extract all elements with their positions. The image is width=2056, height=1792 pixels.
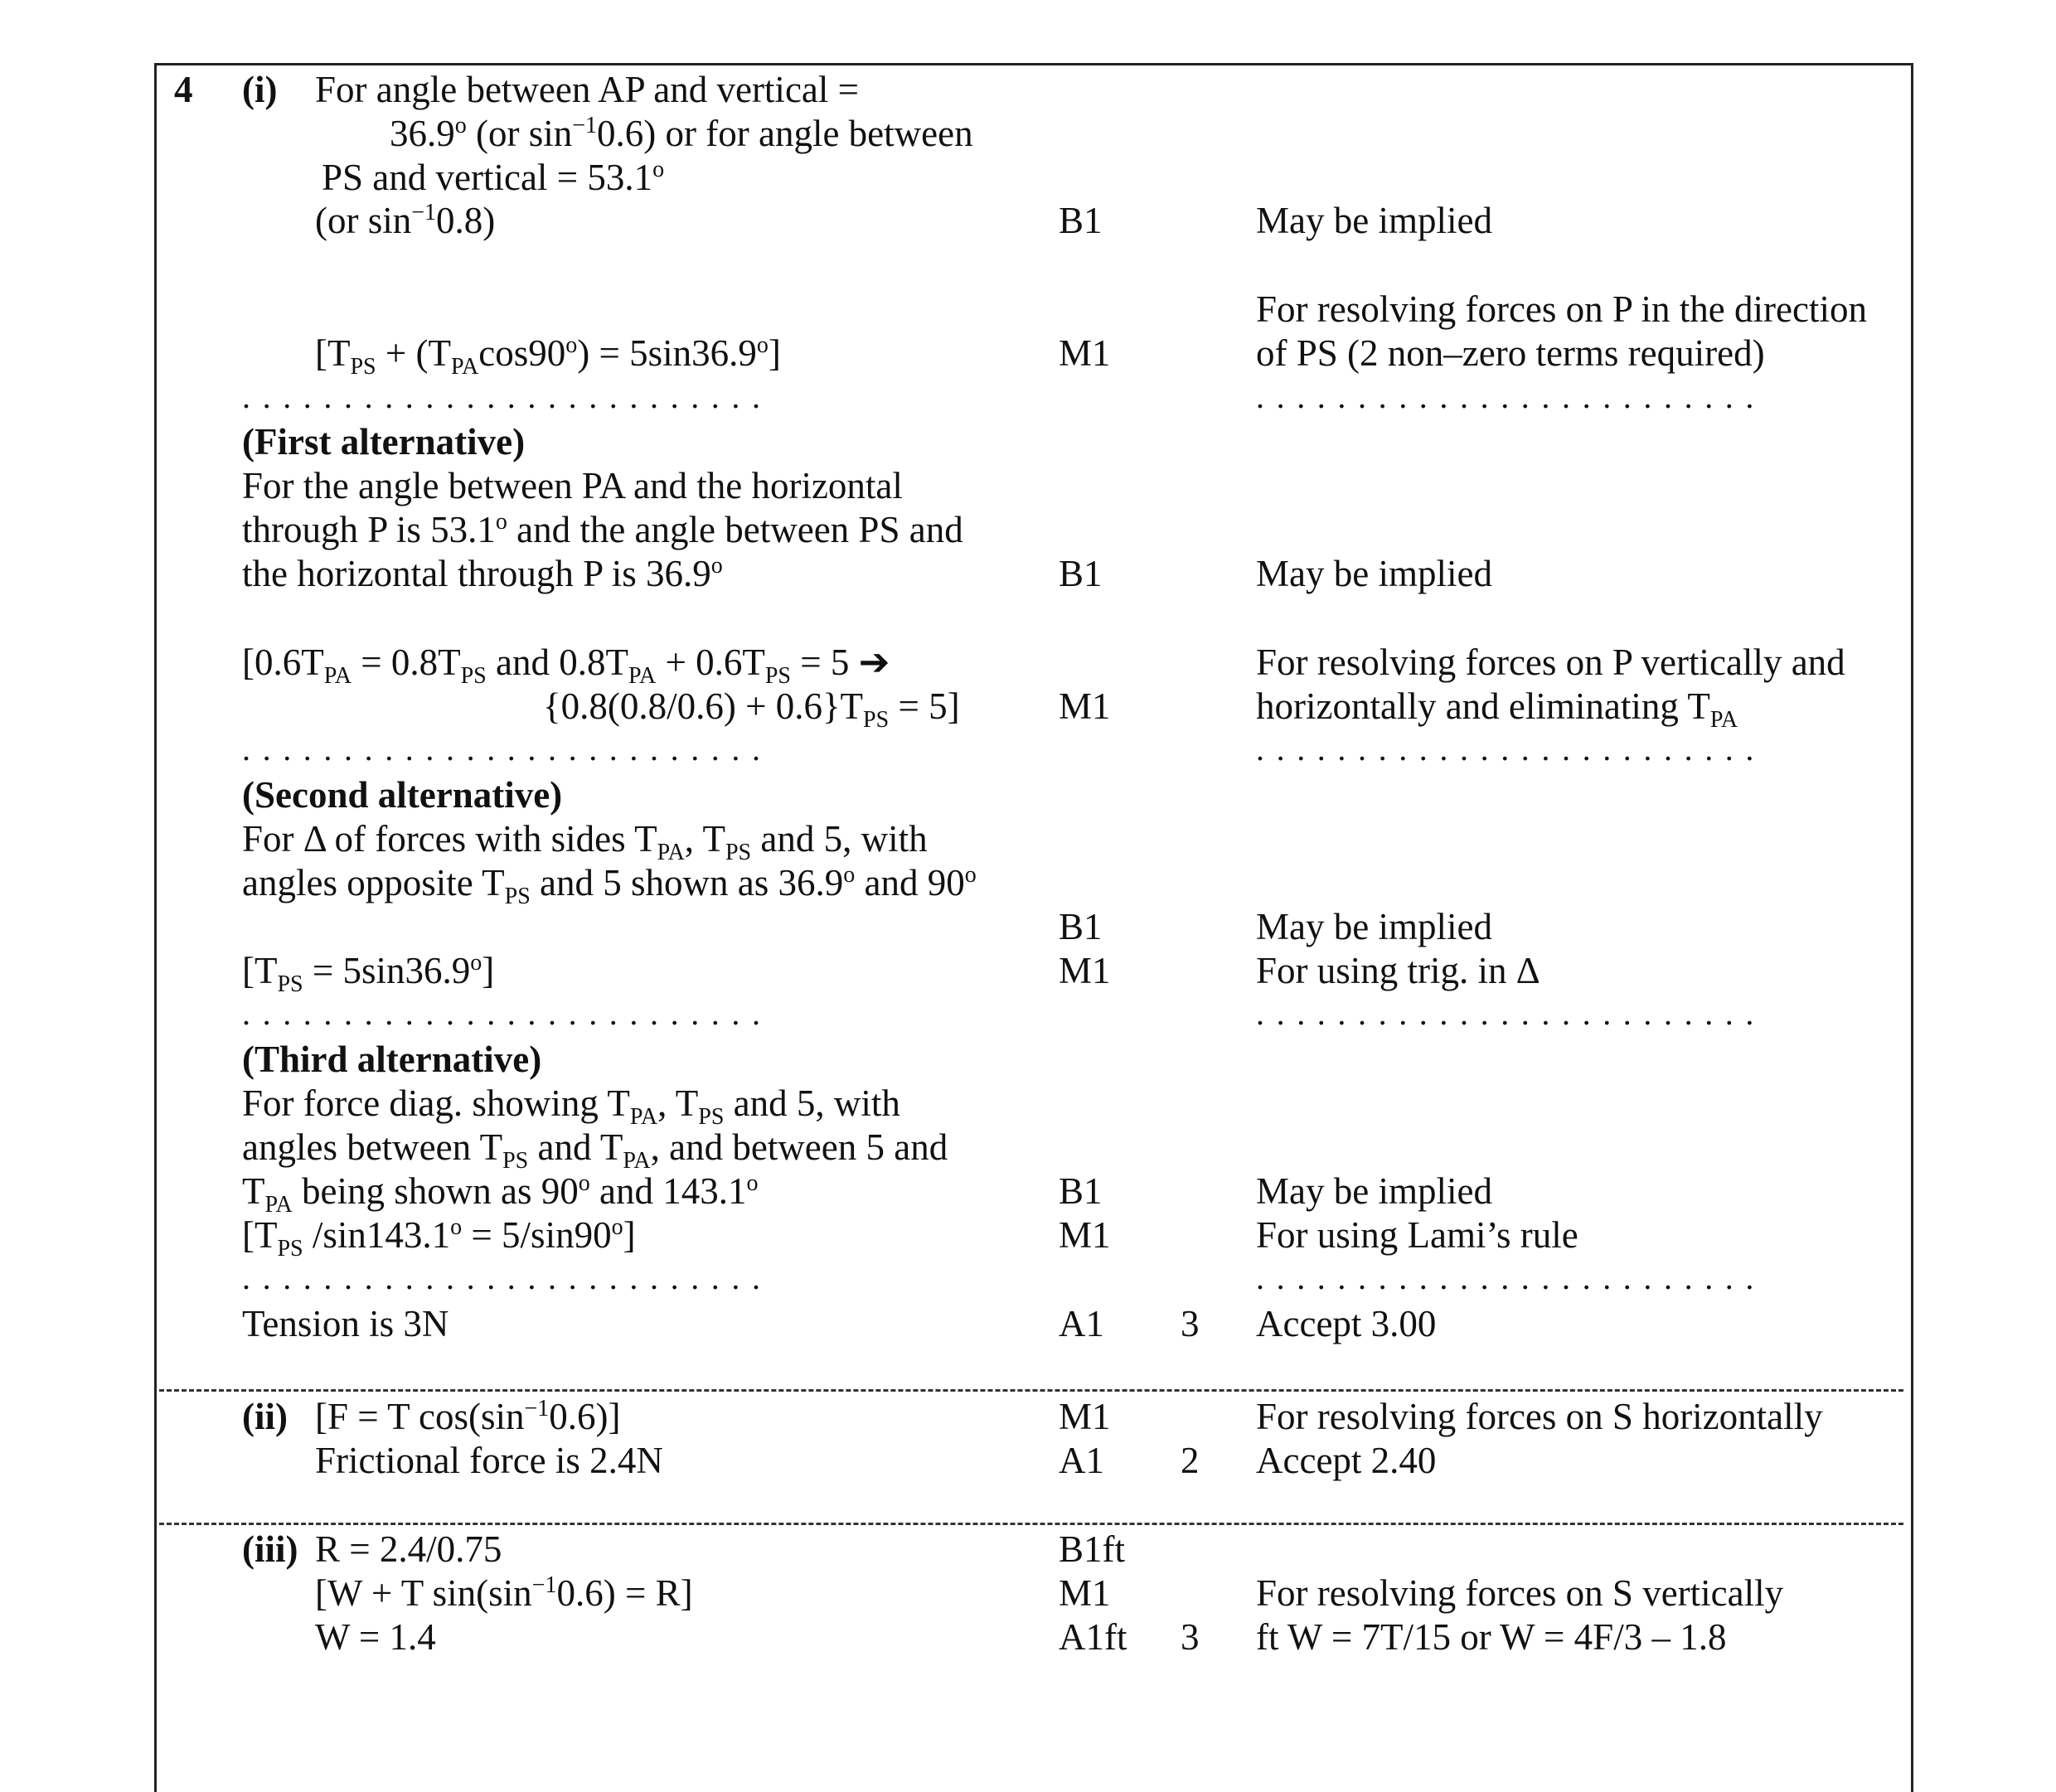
third-alt-comment-2: For using Lami’s rule bbox=[1256, 1214, 1578, 1256]
third-alt-mark-2: M1 bbox=[1059, 1214, 1111, 1256]
second-alt-heading: (Second alternative) bbox=[242, 774, 563, 816]
part-iii-line-2: [W + T $\sin(\sin^{-1}0.6) = R$] bbox=[315, 1572, 693, 1614]
third-alt-equation: [$T_{PS}$ $/\sin 143.1^o = 5/\sin 90^o$] bbox=[242, 1214, 636, 1262]
part-ii-total: 2 bbox=[1181, 1440, 1200, 1481]
main-comment-2: of PS (2 non–zero terms required) bbox=[1256, 332, 1765, 374]
third-alt-heading: (Third alternative) bbox=[242, 1039, 542, 1080]
second-alt-comment-2: For using trig. in Δ bbox=[1256, 950, 1540, 991]
first-alt-equation-1: [$0.6T_{PA} = 0.8T_{PS}$ and $0.8T_{PA} + 0.6T_{PS} = 5$ ➔ bbox=[242, 642, 890, 689]
separator-dots-left: .......................... bbox=[242, 378, 773, 415]
question-number: 4 bbox=[174, 69, 193, 110]
first-alt-equation-2: $\{0.8(0.8/0.6) + 0.6\}T_{PS} = 5$] bbox=[543, 685, 960, 733]
part-i-total: 3 bbox=[1181, 1303, 1200, 1344]
intro-mark: B1 bbox=[1059, 200, 1103, 241]
part-i-label: (i) bbox=[242, 69, 278, 110]
third-alt-mark-1: B1 bbox=[1059, 1170, 1103, 1212]
intro-line-2: 36.9$^o$ (or $\sin^{-1}0.6$) or for angle between bbox=[390, 113, 973, 154]
separator-dots-left: .......................... bbox=[242, 995, 773, 1032]
first-alt-heading: (First alternative) bbox=[242, 421, 526, 463]
third-alt-comment-1: May be implied bbox=[1256, 1170, 1492, 1212]
first-alt-line-2: through P is 53.1$^o$ and the angle between PS and bbox=[242, 509, 963, 550]
section-divider bbox=[159, 1523, 1903, 1525]
part-ii-mark-2: A1 bbox=[1059, 1440, 1104, 1481]
separator-dots-right: ......................... bbox=[1256, 378, 1766, 415]
part-ii-line-1: [F = T $\cos(\sin^{-1}0.6)$] bbox=[315, 1396, 621, 1437]
answer-comment: Accept 3.00 bbox=[1256, 1303, 1437, 1344]
second-alt-mark-1: B1 bbox=[1059, 906, 1103, 947]
second-alt-line-1: For Δ of forces with sides $T_{PA}$, $T_{PS}$ and 5, with bbox=[242, 818, 928, 865]
part-ii-label: (ii) bbox=[242, 1396, 288, 1437]
part-iii-mark-2: M1 bbox=[1059, 1572, 1111, 1614]
third-alt-line-3: $T_{PA}$ being shown as 90$^o$ and 143.1$^o$ bbox=[242, 1170, 759, 1218]
main-equation: $[T_{PS} + (T_{PA}\cos 90^o) = 5\sin 36.9^o]$ bbox=[315, 332, 781, 380]
first-alt-mark-1: B1 bbox=[1059, 553, 1103, 594]
first-alt-line-3: the horizontal through P is 36.9$^o$ bbox=[242, 553, 723, 594]
answer-tension: Tension is 3N bbox=[242, 1303, 449, 1344]
main-comment-1: For resolving forces on P in the direction bbox=[1256, 288, 1867, 330]
part-iii-total: 3 bbox=[1181, 1616, 1200, 1658]
section-divider bbox=[159, 1389, 1903, 1392]
first-alt-comment-2b: horizontally and eliminating $T_{PA}$ bbox=[1256, 685, 1738, 733]
third-alt-line-2: angles between $T_{PS}$ and $T_{PA}$, and between 5 and bbox=[242, 1126, 948, 1174]
part-iii-mark-1: B1ft bbox=[1059, 1528, 1126, 1570]
answer-mark: A1 bbox=[1059, 1303, 1104, 1344]
separator-dots-right: ......................... bbox=[1256, 995, 1766, 1032]
second-alt-mark-2: M1 bbox=[1059, 950, 1111, 991]
first-alt-comment-2a: For resolving forces on P vertically and bbox=[1256, 642, 1845, 683]
separator-dots-right: ......................... bbox=[1256, 730, 1766, 768]
main-mark: M1 bbox=[1059, 332, 1111, 374]
first-alt-comment-1: May be implied bbox=[1256, 553, 1492, 594]
third-alt-line-1: For force diag. showing $T_{PA}$, $T_{PS}$ and 5, with bbox=[242, 1082, 900, 1130]
separator-dots-left: .......................... bbox=[242, 1259, 773, 1296]
part-ii-line-2: Frictional force is 2.4N bbox=[315, 1440, 663, 1481]
first-alt-line-1: For the angle between PA and the horizontal bbox=[242, 465, 903, 506]
separator-dots-left: .......................... bbox=[242, 730, 773, 768]
second-alt-comment-1: May be implied bbox=[1256, 906, 1492, 947]
second-alt-equation: $[T_{PS} = 5\sin 36.9^o]$ bbox=[242, 950, 495, 997]
part-iii-mark-3: A1ft bbox=[1059, 1616, 1127, 1658]
intro-line-3: PS and vertical = $53.1^o$ bbox=[322, 157, 665, 198]
intro-comment: May be implied bbox=[1256, 200, 1492, 241]
separator-dots-right: ......................... bbox=[1256, 1259, 1766, 1296]
part-ii-comment-1: For resolving forces on S horizontally bbox=[1256, 1396, 1823, 1437]
part-iii-comment-2: For resolving forces on S vertically bbox=[1256, 1572, 1784, 1614]
part-ii-mark-1: M1 bbox=[1059, 1396, 1111, 1437]
intro-line-1: For angle between AP and vertical = bbox=[315, 69, 860, 110]
part-iii-line-1: R = 2.4/0.75 bbox=[315, 1528, 502, 1570]
part-ii-comment-2: Accept 2.40 bbox=[1256, 1440, 1437, 1481]
first-alt-mark-2: M1 bbox=[1059, 685, 1111, 727]
intro-line-4: (or $\sin^{-1}0.8$) bbox=[315, 200, 496, 241]
second-alt-line-2: angles opposite $T_{PS}$ and 5 shown as 36.9$^o$ and 90$^o$ bbox=[242, 862, 977, 909]
part-iii-line-3: W = 1.4 bbox=[315, 1616, 436, 1658]
part-iii-label: (iii) bbox=[242, 1528, 298, 1570]
part-iii-comment-3: ft W = 7T/15 or W = 4F/3 – 1.8 bbox=[1256, 1616, 1727, 1658]
